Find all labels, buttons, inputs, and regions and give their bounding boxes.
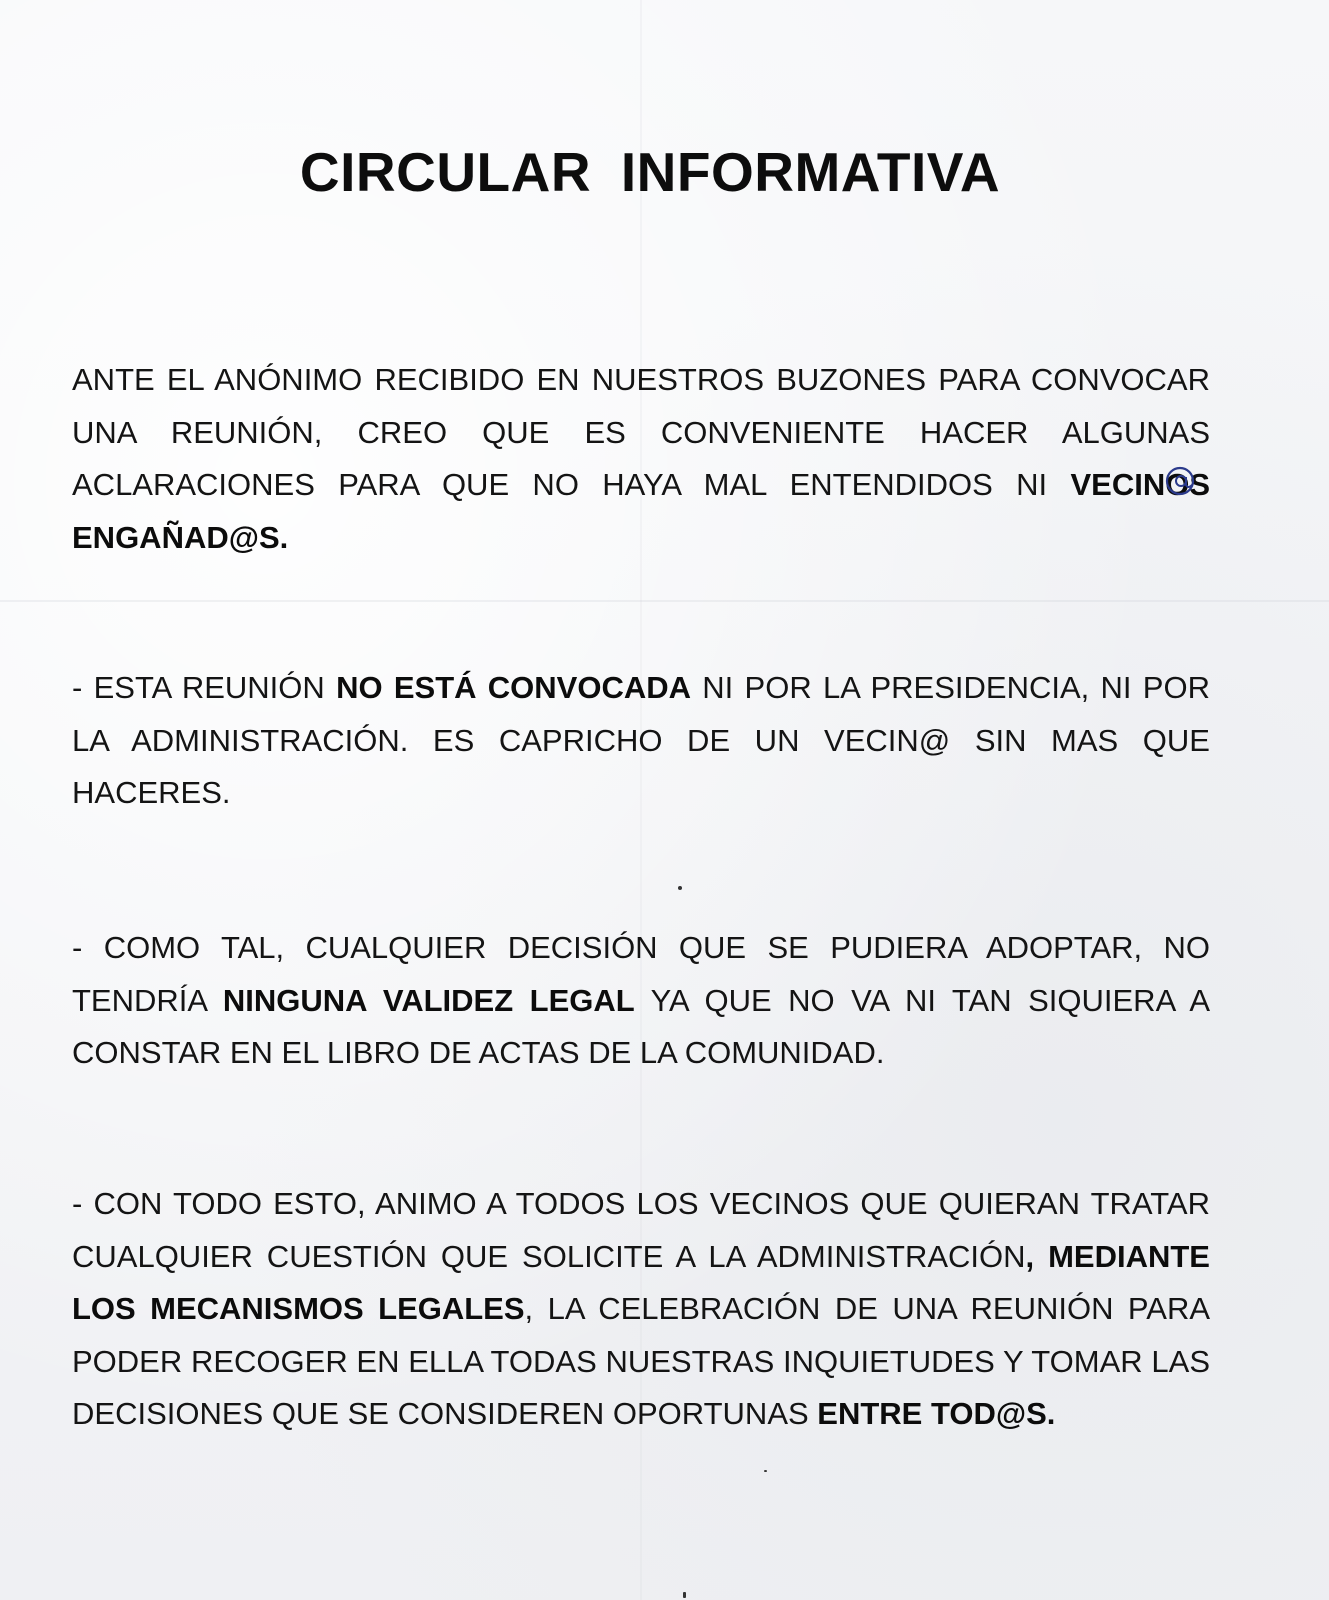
paragraph-text: ANTE EL ANÓNIMO RECIBIDO EN NUESTROS BUZONES PARA CONVOCAR UNA REUNIÓN, CREO QUE ES CONVENIENTE HACER ALGUNAS ACLARACIONES PARA QUE NO HAYA MAL ENTENDIDOS NI <box>72 362 1210 502</box>
paragraph-intro <box>72 354 1210 564</box>
stray-dot <box>764 1470 767 1472</box>
stray-dot <box>678 886 682 890</box>
paragraph-emphasis: ENTRE TOD@S. <box>817 1396 1056 1431</box>
paragraph-text: - ESTA REUNIÓN <box>72 670 337 705</box>
paragraph-point-3 <box>72 1178 1210 1441</box>
paragraph-emphasis: VECINOS ENGAÑAD@S. <box>72 467 1210 555</box>
paragraph-point-2 <box>72 922 1210 1080</box>
document-title: CIRCULAR INFORMATIVA <box>299 141 1001 203</box>
paragraph-point-1 <box>72 662 1210 820</box>
paper-crease <box>0 600 1329 602</box>
paragraph-emphasis: NO ESTÁ CONVOCADA <box>336 670 692 705</box>
paragraph-text: - CON TODO ESTO, ANIMO A TODOS LOS VECINOS QUE QUIERAN TRATAR CUALQUIER CUESTIÓN QUE SOLICITE A LA ADMINISTRACIÓN <box>72 1186 1210 1274</box>
paragraph-text: YA QUE NO VA NI TAN SIQUIERA A CONSTAR EN EL LIBRO DE ACTAS DE LA COMUNIDAD. <box>72 982 1210 1070</box>
paragraph-emphasis: NINGUNA VALIDEZ LEGAL <box>222 982 635 1018</box>
paragraph-text: - COMO TAL, CUALQUIER DECISIÓN QUE SE PUDIERA ADOPTAR, NO TENDRÍA <box>72 930 1210 1018</box>
stray-dot <box>683 1592 686 1598</box>
paragraph-text: , LA CELEBRACIÓN DE UNA REUNIÓN PARA PODER RECOGER EN ELLA TODAS NUESTRAS INQUIETUDES Y TOMAR LAS DECISIONES QUE SE CONSIDEREN OPORTUNAS <box>72 1291 1211 1431</box>
paragraph-text: NI POR LA PRESIDENCIA, NI POR LA ADMINISTRACIÓN. ES CAPRICHO DE UN VECIN@ SIN MAS QUE HACERES. <box>72 670 1210 810</box>
paragraph-emphasis: , MEDIANTE LOS MECANISMOS LEGALES <box>72 1238 1210 1326</box>
